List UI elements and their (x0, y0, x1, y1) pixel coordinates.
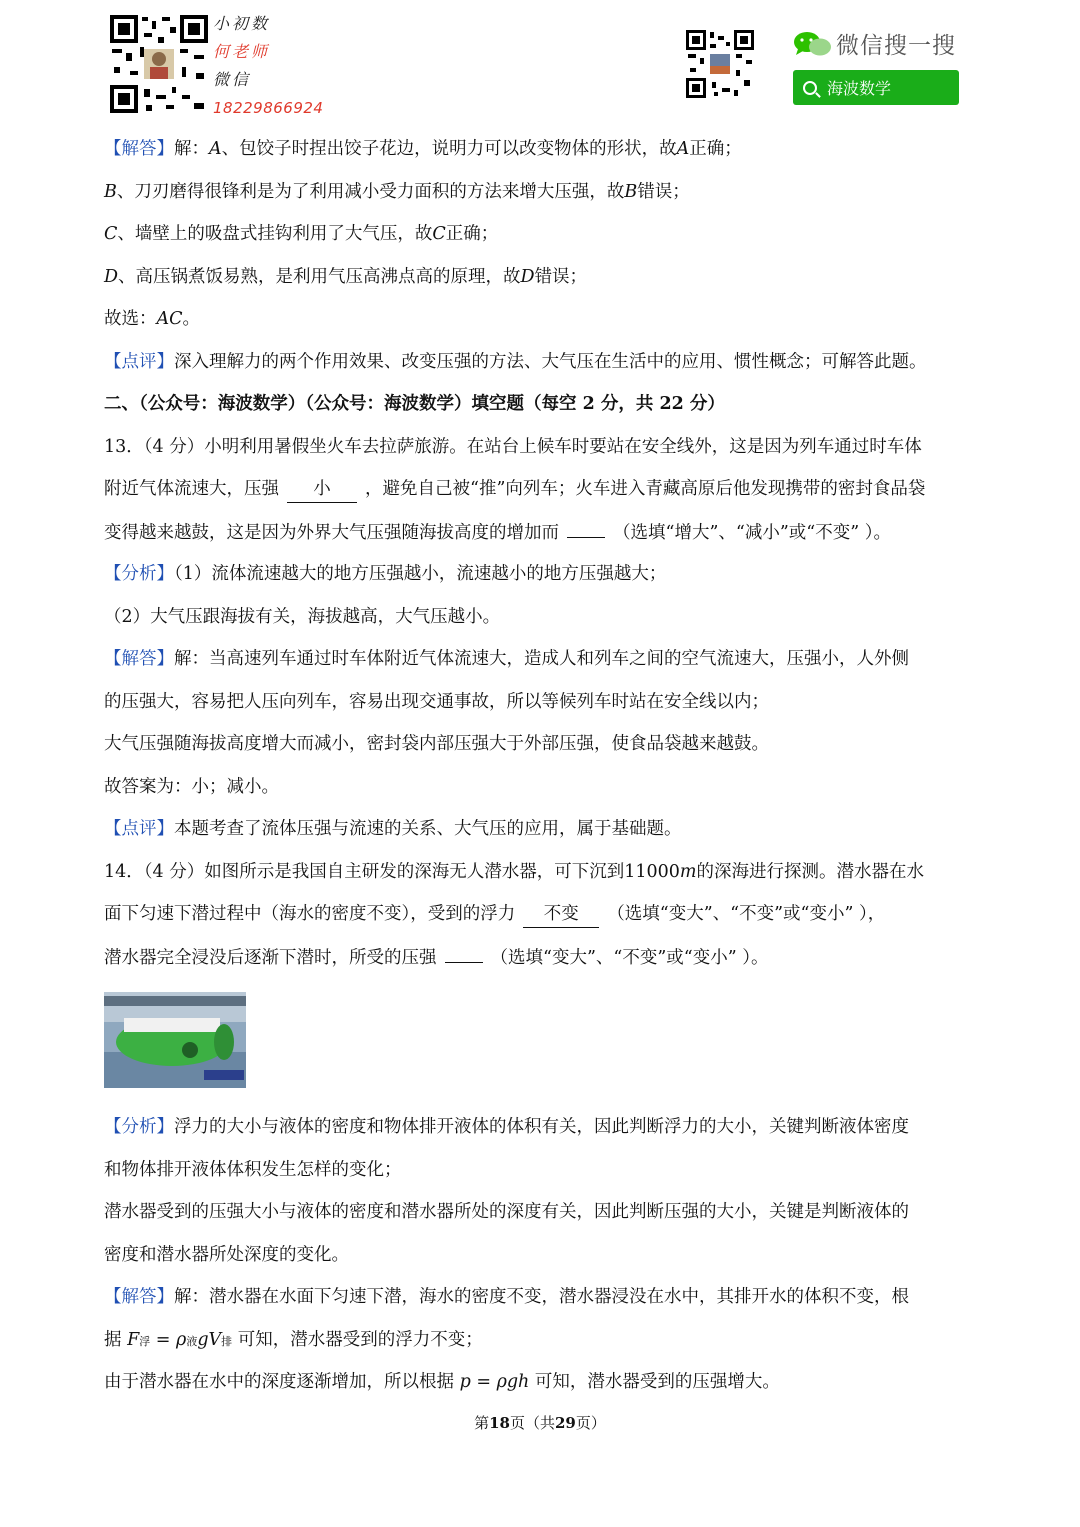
text-segment: （选填“变大”、“不变”或“变小” ）， (607, 904, 886, 924)
text-segment: 、刀刃磨得很锋利是为了利用减小受力面积的方法来增大压强，故 (116, 181, 625, 202)
text-segment: 13．（4 分）小明利用暑假坐火车去拉萨旅游。在站台上候车时要站在安全线外，这是因为列车通过时车体 (104, 436, 922, 457)
math-variable: ρgh (496, 1372, 530, 1392)
text-line (104, 1361, 984, 1404)
math-variable: F (127, 1329, 140, 1350)
math-variable: gV (197, 1329, 222, 1350)
text-segment: 、包饺子时捏出饺子花边，说明力可以改变物体的形状，故 (221, 139, 677, 159)
section-tag: 【解答】 (104, 139, 174, 159)
text-line (104, 723, 984, 766)
text-line (104, 936, 984, 979)
text-line (104, 256, 984, 299)
text-segment: 14．（4 分）如图所示是我国自主研发的深海无人潜水器，可下沉到 (104, 861, 625, 882)
footer-total-pages: 29 (555, 1414, 576, 1432)
text-segment: 大气压强随海拔高度增大而减小，密封袋内部压强大于外部压强，使食品袋越来越鼓。 (104, 734, 769, 754)
text-line (104, 553, 984, 596)
wechat-search-label: 海波数学 (827, 79, 892, 98)
text-line (104, 808, 984, 851)
section-tag: 【点评】 (104, 351, 174, 372)
text-segment: = (470, 1372, 497, 1392)
answer-blank: 不变 (523, 901, 599, 928)
text-line (104, 893, 984, 936)
math-variable: A (676, 139, 690, 159)
text-segment: 错误； (637, 181, 690, 202)
hw-line-4: 18229866924 (213, 99, 324, 117)
formula-subscript: 排 (221, 1334, 233, 1348)
formula-subscript: 浮 (139, 1334, 151, 1348)
text-line (104, 1149, 984, 1192)
search-icon (803, 81, 817, 95)
footer-page-number: 18 (489, 1414, 510, 1432)
section-tag: 【解答】 (104, 1287, 174, 1307)
math-variable: m (679, 861, 697, 882)
math-variable: p (459, 1372, 471, 1392)
text-segment: 和物体排开液体体积发生怎样的变化； (104, 1159, 402, 1180)
math-variable: A (209, 139, 222, 159)
text-segment: 深入理解力的两个作用效果、改变压强的方法、大气压在生活中的应用、惯性概念；可解答此题。 (174, 351, 927, 372)
text-segment: 的压强大，容易把人压向列车，容易出现交通事故，所以等候列车时站在安全线以内； (104, 691, 769, 712)
handwritten-contact (213, 10, 323, 122)
answer-blank (567, 511, 605, 538)
text-line (104, 511, 984, 554)
text-line (104, 851, 984, 894)
text-segment: 。 (182, 309, 201, 329)
submersible-photo-block (104, 978, 984, 1106)
text-line (104, 681, 984, 724)
text-segment: 面下匀速下潜过程中（海水的密度不变），受到的浮力 (104, 904, 516, 924)
math-variable: ρ (176, 1329, 187, 1350)
footer-pre: 第 (474, 1414, 490, 1432)
text-segment: 11000 (624, 861, 680, 882)
math-variable: B (104, 181, 117, 202)
text-segment: 、高压锅煮饭易熟，是利用气压高沸点高的原理，故 (118, 266, 521, 287)
text-segment: 变得越来越鼓，这是因为外界大气压强随海拔高度的增加而 (104, 522, 559, 543)
math-variable: AC (156, 309, 183, 329)
text-line (104, 1319, 984, 1362)
section-tag: 【分析】 (104, 1117, 174, 1137)
text-line (104, 596, 984, 639)
text-segment: 浮力的大小与液体的密度和物体排开液体的体积有关，因此判断浮力的大小，关键判断液体密度 (174, 1117, 909, 1137)
text-line (104, 638, 984, 681)
qr-code-left (110, 15, 208, 113)
text-segment: 解：当高速列车通过时车体附近气体流速大，造成人和列车之间的空气流速大，压强小，人外侧 (174, 649, 909, 669)
text-segment: 可知，潜水器受到的浮力不变； (232, 1329, 483, 1350)
hw-line-1: 小初数 (213, 14, 271, 33)
text-line (104, 298, 984, 341)
text-segment: 附近气体流速大，压强 (104, 479, 279, 499)
wechat-search-title: 微信搜一搜 (836, 33, 956, 59)
text-segment: 的深海进行探测。潜水器在水 (696, 861, 924, 882)
qr-code-right (686, 30, 754, 98)
text-segment: 正确； (689, 139, 742, 159)
document-body (104, 128, 984, 1404)
text-segment: 本题考查了流体压强与流速的关系、大气压的应用，属于基础题。 (174, 819, 682, 839)
submersible-photo (104, 992, 246, 1088)
section-tag: 【分析】 (104, 564, 174, 584)
text-line (104, 213, 984, 256)
text-line (104, 766, 984, 809)
hw-line-2: 何老师 (213, 42, 271, 61)
text-line (104, 341, 984, 384)
text-segment: （1）流体流速越大的地方压强越小，流速越小的地方压强越大； (174, 564, 667, 584)
text-segment: （选填“变大”、“不变”或“变小” ）。 (490, 947, 769, 968)
wechat-logo-icon (792, 30, 832, 58)
text-line (104, 383, 984, 426)
text-segment: 据 (104, 1329, 128, 1350)
text-segment: 正确； (445, 224, 499, 244)
text-segment: （2）大气压跟海拔有关，海拔越高，大气压越小。 (104, 606, 501, 627)
section-tag: 【点评】 (104, 819, 174, 839)
math-variable: C (432, 224, 446, 244)
text-line (104, 468, 984, 511)
text-segment: 故选： (104, 309, 157, 329)
formula-subscript: 液 (186, 1334, 198, 1348)
text-segment: 二、（公众号：海波数学）（公众号：海波数学）填空题（每空 2 分，共 22 分） (104, 394, 725, 414)
text-segment: （选填“增大”、“减小”或“不变” ）。 (613, 522, 891, 543)
answer-blank (445, 936, 483, 963)
text-line (104, 1191, 984, 1234)
math-variable: D (104, 266, 119, 287)
hw-line-3: 微信 (213, 70, 252, 89)
math-variable: D (520, 266, 535, 287)
text-line (104, 1106, 984, 1149)
text-segment: 可知，潜水器受到的压强增大。 (529, 1372, 780, 1392)
text-segment: 潜水器受到的压强大小与液体的密度和潜水器所处的深度有关，因此判断压强的大小，关键是判断液体的 (104, 1202, 909, 1222)
math-variable: B (624, 181, 638, 202)
text-line (104, 171, 984, 214)
text-segment: 由于潜水器在水中的深度逐渐增加，所以根据 (104, 1372, 460, 1392)
answer-blank: 小 (287, 476, 357, 503)
text-line (104, 426, 984, 469)
text-segment: 错误； (534, 266, 588, 287)
wechat-search-button[interactable] (793, 70, 959, 105)
text-segment: 解：潜水器在水面下匀速下潜，海水的密度不变，潜水器浸没在水中，其排开水的体积不变，根 (174, 1287, 909, 1307)
page-footer (0, 1412, 1080, 1433)
text-segment: = (150, 1329, 177, 1350)
text-segment: 、墙壁上的吸盘式挂钩利用了大气压，故 (117, 224, 433, 244)
text-segment: 解： (174, 139, 209, 159)
footer-mid: 页（共 (509, 1414, 555, 1432)
text-segment: 密度和潜水器所处深度的变化。 (104, 1244, 349, 1265)
math-variable: C (104, 224, 118, 244)
text-line (104, 1276, 984, 1319)
text-segment: 潜水器完全浸没后逐渐下潜时，所受的压强 (104, 947, 437, 968)
section-tag: 【解答】 (104, 649, 174, 669)
text-segment: 故答案为：小；减小。 (104, 776, 279, 797)
text-segment: ，避免自己被“推”向列车；火车进入青藏高原后他发现携带的密封食品袋 (365, 479, 926, 499)
footer-post: 页） (575, 1414, 606, 1432)
text-line (104, 128, 984, 171)
text-line (104, 1234, 984, 1277)
